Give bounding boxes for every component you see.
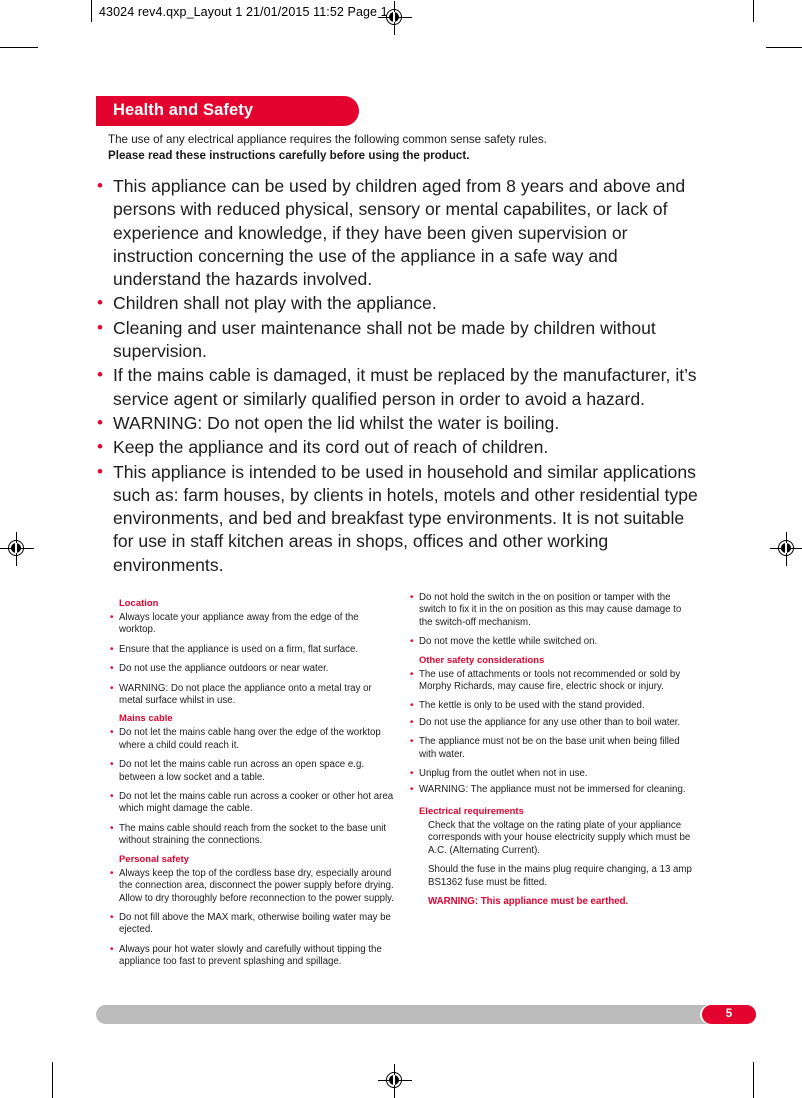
list-item: • Ensure that the appliance is used on a firm, flat surface.	[110, 644, 394, 656]
main-bullet-item: • This appliance is intended to be used in household and similar applications such as: farm houses, by clients in hotels, motels and other residential type environments, and bed and breakfast type environments. It is not suitable for use in staff kitchen areas in shops, offices and other working environments.	[96, 461, 706, 577]
registration-mark-bottom	[378, 1064, 412, 1098]
crop-line-bottom-left-vertical	[52, 1062, 53, 1098]
main-bullet-item: • Children shall not play with the appliance.	[96, 292, 706, 315]
subheading-personal-safety: Personal safety	[119, 852, 190, 864]
paragraph: Check that the voltage on the rating plate of your appliance corresponds with your house electricity supply which must be A.C. (Alternating Current).	[428, 819, 691, 856]
footer-bar	[96, 1005, 756, 1024]
list-item: • Always pour hot water slowly and carefully without tipping the appliance too fast to prevent splashing and spillage.	[110, 944, 394, 969]
crop-line-top-right-vertical	[753, 0, 754, 22]
intro-line-1: The use of any electrical appliance requires the following common sense safety rules.	[108, 133, 547, 146]
page-content	[96, 96, 706, 578]
main-bullet-item: • WARNING: Do not open the lid whilst the water is boiling.	[96, 412, 706, 435]
list-item: • The appliance must not be on the base unit when being filled with water.	[410, 736, 694, 761]
main-bullet-item: • Keep the appliance and its cord out of reach of children.	[96, 436, 706, 459]
list-item: • Do not let the mains cable run across an open space e.g. between a low socket and a table.	[110, 759, 394, 784]
list-item: • The mains cable should reach from the socket to the base unit without straining the connections.	[110, 823, 394, 848]
main-bullet-item: • This appliance can be used by children aged from 8 years and above and persons with reduced physical, sensory or mental capabilites, or lack of experience and knowledge, if they have been given supervision or instruction concerning the use of the appliance in a safe way and understand the hazards involved.	[96, 175, 706, 291]
section-title-banner: Health and Safety	[96, 96, 359, 126]
main-bullet-item: • Cleaning and user maintenance shall not be made by children without supervision.	[96, 317, 706, 364]
list-item: • Unplug from the outlet when not in use.	[410, 768, 694, 780]
warning-earthed: WARNING: This appliance must be earthed.	[428, 895, 629, 907]
list-item: • Do not fill above the MAX mark, otherwise boiling water may be ejected.	[110, 912, 394, 937]
list-item: • Always locate your appliance away from the edge of the worktop.	[110, 612, 394, 637]
intro-line-2: Please read these instructions carefully before using the product.	[108, 148, 470, 162]
list-item: • Do not use the appliance outdoors or near water.	[110, 663, 394, 675]
page-number: 5	[725, 1008, 733, 1020]
registration-mark-right	[770, 532, 802, 566]
file-slug-line: 43024 rev4.qxp_Layout 1 21/01/2015 11:52 Page 1	[99, 5, 388, 19]
paragraph: Should the fuse in the mains plug require changing, a 13 amp BS1362 fuse must be fitted.	[428, 864, 692, 888]
page-footer	[96, 1005, 756, 1024]
left-column	[110, 592, 394, 976]
main-bullet-item: • If the mains cable is damaged, it must be replaced by the manufacturer, it’s service agent or similarly qualified person in order to avoid a hazard.	[96, 364, 706, 411]
page-number-badge	[702, 1005, 756, 1024]
list-item: • Do not move the kettle while switched on.	[410, 636, 694, 648]
two-column-fine-print	[110, 592, 706, 992]
list-item: • WARNING: Do not place the appliance onto a metal tray or metal surface whilst in use.	[110, 683, 394, 708]
list-item: • Always keep the top of the cordless base dry, especially around the connection area, disconnect the power supply before drying. Allow to dry thoroughly before reconnection to the power supply.	[110, 868, 394, 905]
main-safety-bullet-list	[96, 175, 706, 577]
subheading-electrical-requirements: Electrical requirements	[419, 804, 524, 816]
list-item: • Do not use the appliance for any use other than to boil water.	[410, 717, 694, 729]
list-item: • WARNING: The appliance must not be immersed for cleaning.	[410, 784, 694, 796]
list-item: • Do not let the mains cable run across a cooker or other hot area which might damage the cable.	[110, 791, 394, 816]
crop-line-bottom-right-vertical	[753, 1062, 754, 1098]
list-item: • Do not hold the switch in the on position or tamper with the switch to fix it in the on position as this may cause damage to the switch-off mechanism.	[410, 592, 694, 629]
subheading-other-safety-considerations: Other safety considerations	[419, 653, 545, 665]
registration-mark-left	[0, 532, 34, 566]
intro-paragraph	[108, 132, 706, 163]
crop-line-right-horizontal	[766, 47, 802, 48]
subheading-mains-cable: Mains cable	[119, 712, 173, 724]
list-item: • The use of attachments or tools not recommended or sold by Morphy Richards, may cause fire, electric shock or injury.	[410, 669, 694, 694]
list-item: • The kettle is only to be used with the stand provided.	[410, 700, 694, 712]
list-item: • Do not let the mains cable hang over the edge of the worktop where a child could reach it.	[110, 727, 394, 752]
right-column	[410, 592, 694, 915]
subheading-location: Location	[119, 597, 159, 608]
crop-line-left-horizontal	[0, 47, 38, 48]
crop-line-top-left-vertical	[91, 0, 92, 22]
